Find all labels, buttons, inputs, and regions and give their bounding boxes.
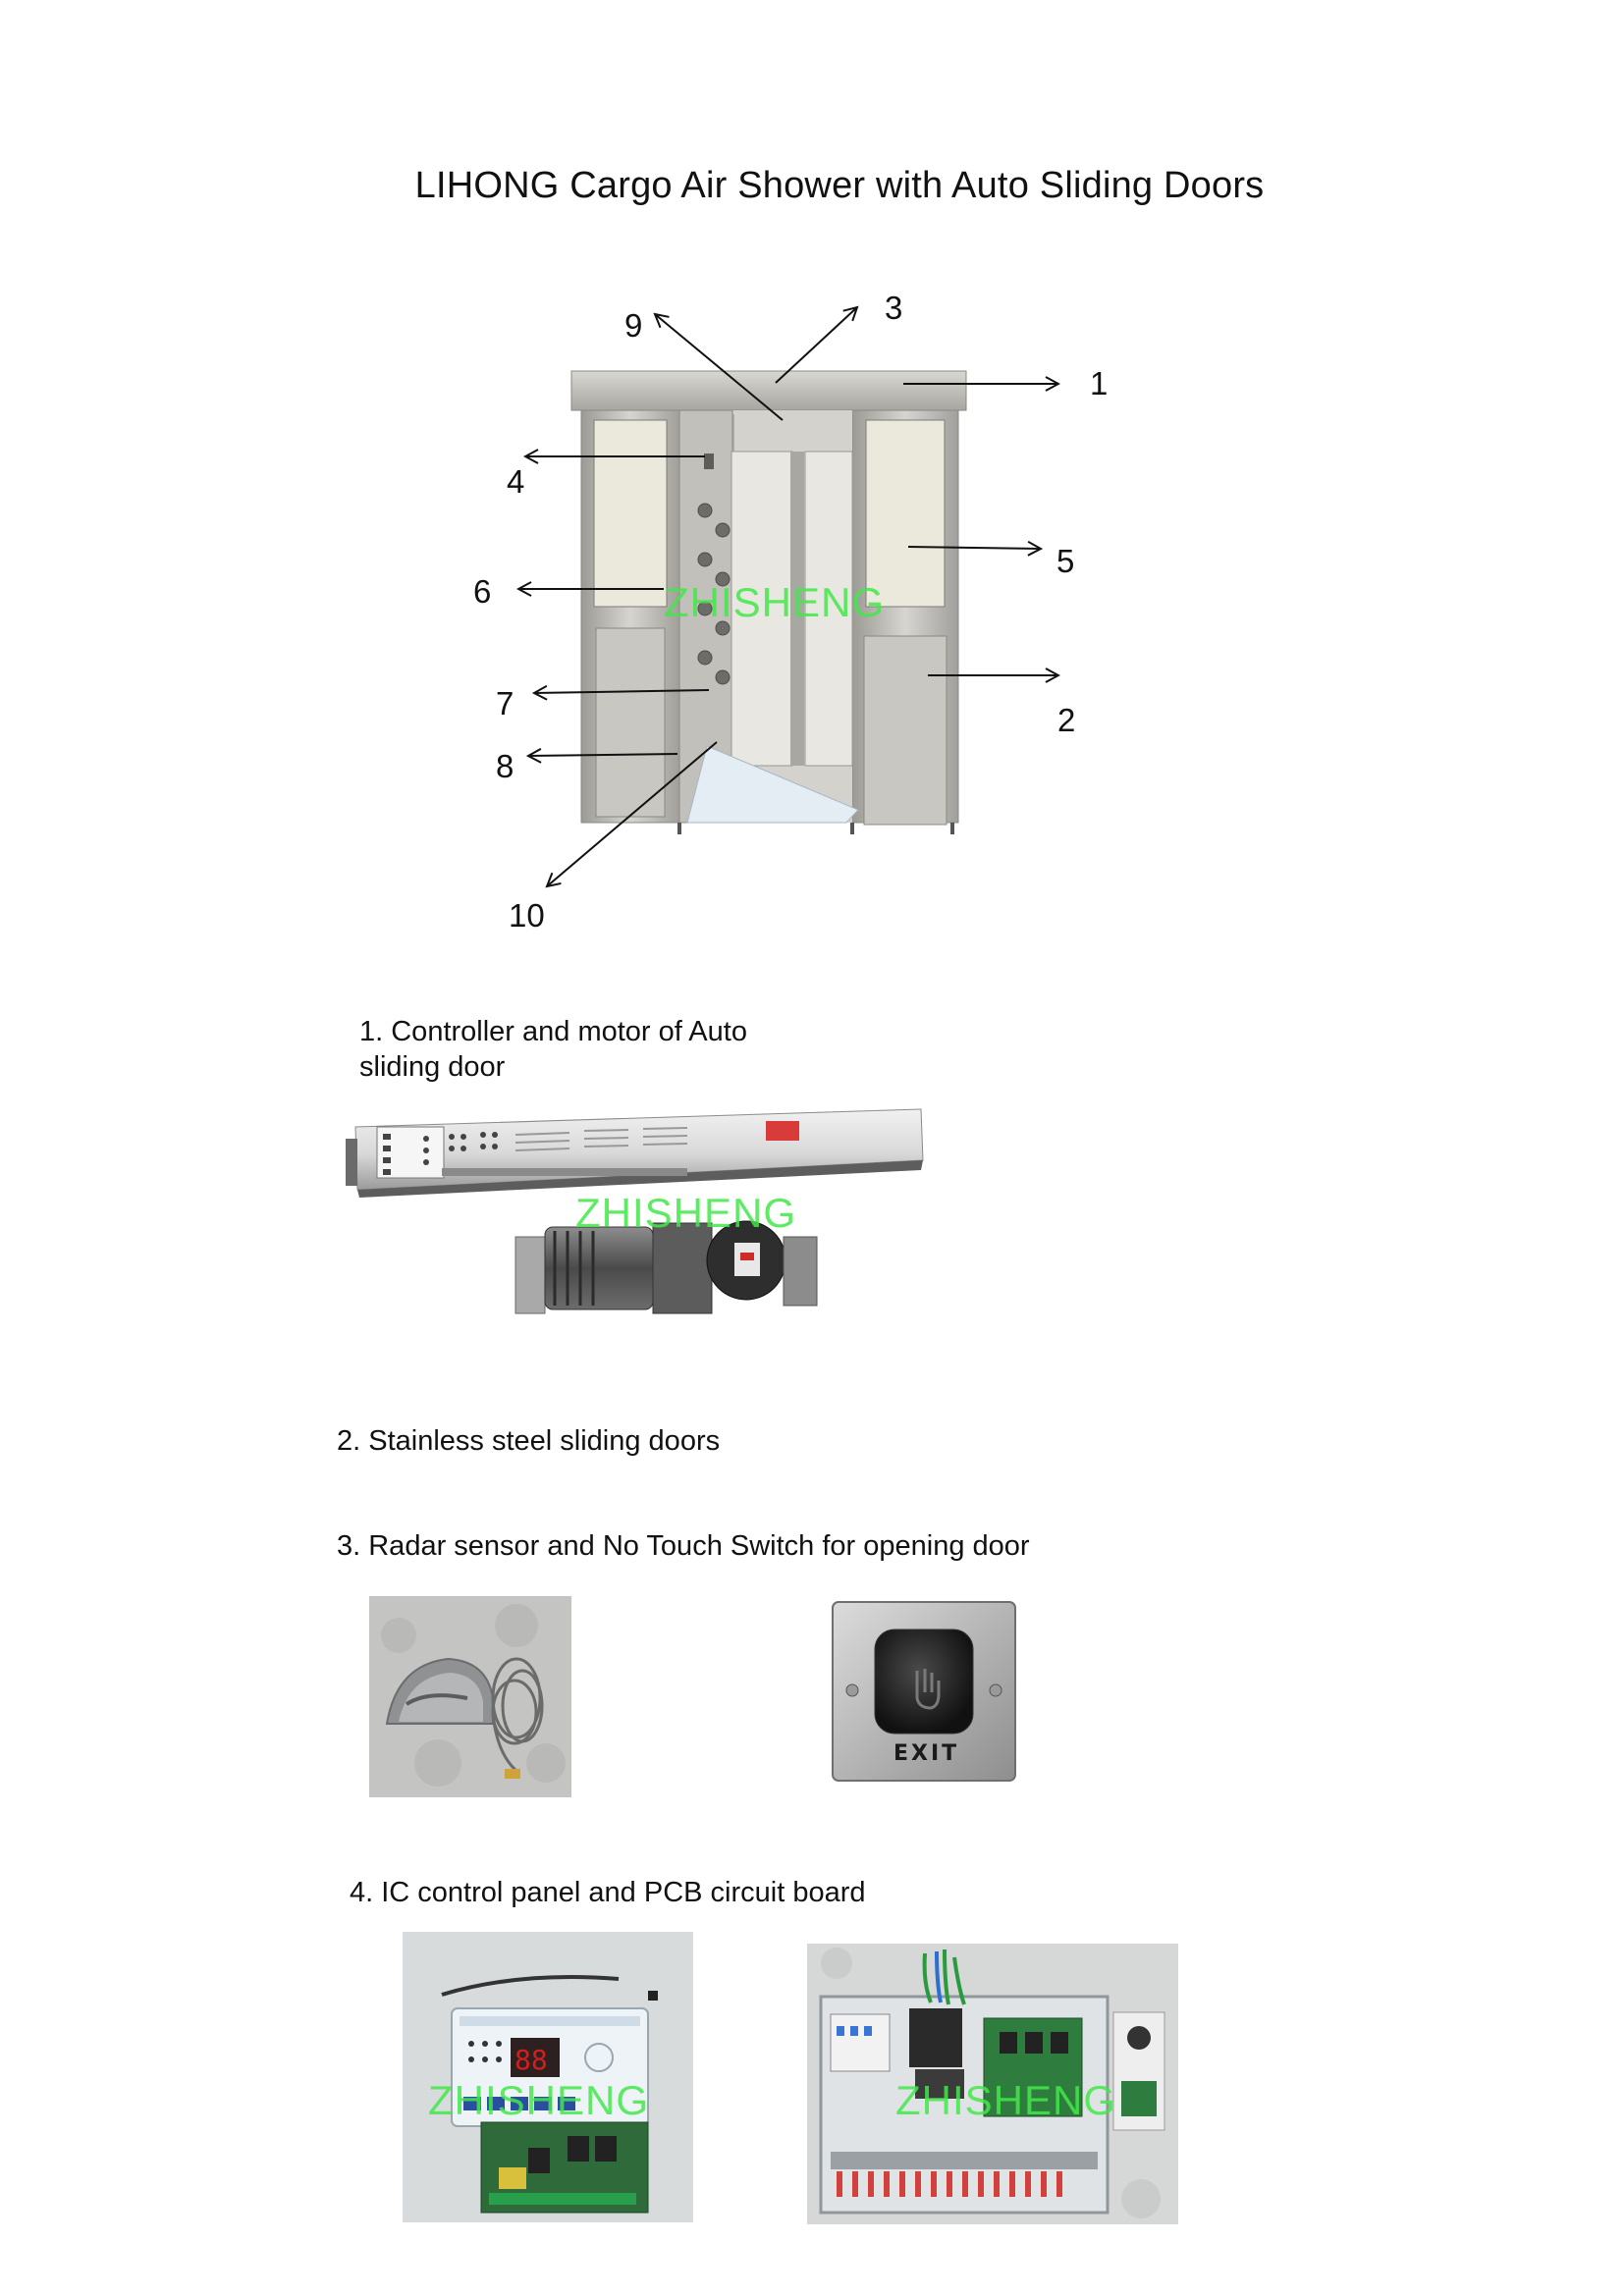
callout-9: 9: [624, 307, 643, 344]
watermark-section-1: ZHISHENG: [575, 1190, 797, 1236]
watermark-section-4a: ZHISHENG: [428, 2077, 650, 2123]
page-title: LIHONG Cargo Air Shower with Auto Sliding Doors: [414, 165, 1265, 206]
air-shower-diagram: [0, 0, 1624, 982]
air-shower-illustration: [0, 0, 1624, 982]
section-2-caption: 2. Stainless steel sliding doors: [337, 1425, 721, 1457]
callout-2: 2: [1057, 702, 1076, 738]
callout-5: 5: [1056, 543, 1075, 579]
callout-6: 6: [473, 573, 492, 610]
callout-7: 7: [496, 685, 514, 721]
exit-label: EXIT: [893, 1741, 960, 1766]
section-3-caption: 3. Radar sensor and No Touch Switch for opening door: [337, 1530, 1030, 1562]
svg-text:88: 88: [514, 2044, 548, 2076]
callout-3: 3: [885, 290, 903, 326]
section-1-caption-line2: sliding door: [359, 1051, 506, 1083]
callout-10: 10: [509, 897, 545, 934]
watermark-main: ZHISHENG: [664, 579, 886, 625]
section-4-caption: 4. IC control panel and PCB circuit board: [350, 1877, 866, 1908]
radar-sensor-photo: [369, 1596, 571, 1797]
callout-1: 1: [1090, 365, 1109, 401]
watermark-section-4b: ZHISHENG: [895, 2077, 1117, 2123]
section-1-caption-line1: 1. Controller and motor of Auto: [359, 1016, 747, 1047]
callout-8: 8: [496, 748, 514, 784]
callout-4: 4: [507, 463, 525, 500]
